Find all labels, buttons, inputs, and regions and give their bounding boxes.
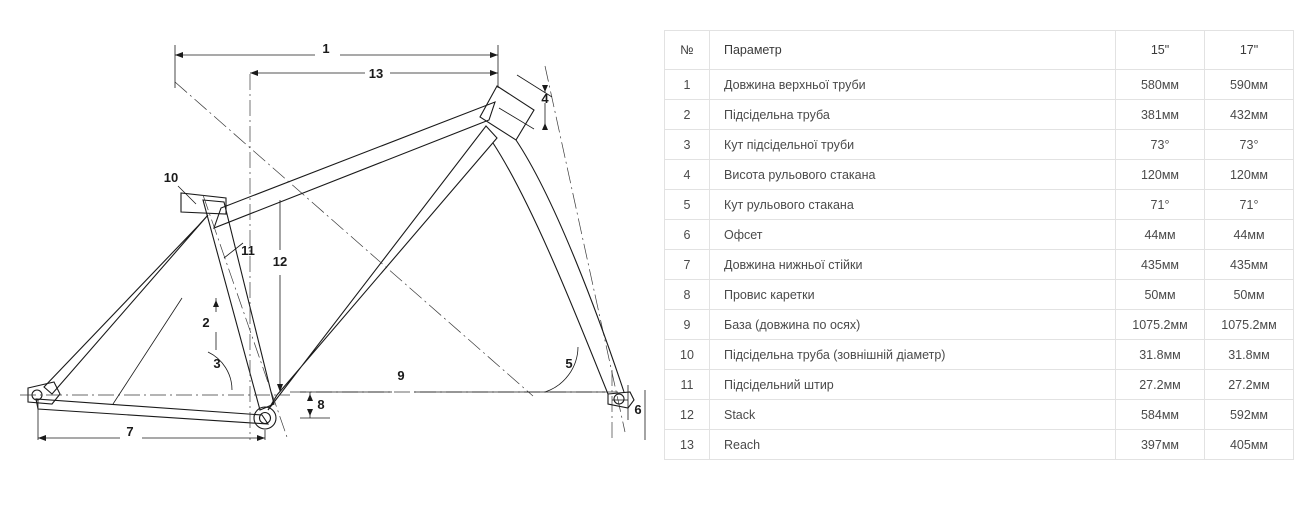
cell-number: 5 [665, 190, 710, 220]
cell-parameter: Кут підсідельної труби [710, 130, 1116, 160]
table-row [665, 280, 1294, 310]
dim-1-arrow-right [490, 52, 498, 58]
table-row [665, 190, 1294, 220]
cell-parameter: Висота рульового стакана [710, 160, 1116, 190]
dim-13-arrow-right [490, 70, 498, 76]
callout-5: 5 [565, 356, 573, 371]
table-row [665, 400, 1294, 430]
cell-number: 11 [665, 370, 710, 400]
seat-tube [203, 200, 274, 410]
table-row [665, 340, 1294, 370]
cell-parameter: Підсідельна труба (зовнішній діаметр) [710, 340, 1116, 370]
cell-number: 2 [665, 100, 710, 130]
down-tube [268, 126, 497, 410]
cell-size-15: 435мм [1116, 250, 1205, 280]
bottom-bracket-shell [254, 407, 276, 429]
cell-size-17: 71° [1205, 190, 1294, 220]
table-row [665, 220, 1294, 250]
callout-12: 12 [272, 254, 288, 269]
dim-8-arrow-up [307, 394, 313, 401]
callout-1: 1 [322, 41, 330, 56]
dim-1-arrow-left [175, 52, 183, 58]
cell-number: 13 [665, 430, 710, 460]
chain-stay [36, 399, 268, 424]
cell-size-15: 120мм [1116, 160, 1205, 190]
callout-7: 7 [126, 424, 134, 439]
cell-size-17: 590мм [1205, 70, 1294, 100]
table-row [665, 250, 1294, 280]
callout-8: 8 [317, 397, 325, 412]
table-header-row [665, 31, 1294, 70]
callout-9: 9 [397, 368, 405, 383]
cell-size-17: 432мм [1205, 100, 1294, 130]
cell-size-15: 44мм [1116, 220, 1205, 250]
cell-size-17: 44мм [1205, 220, 1294, 250]
cell-number: 12 [665, 400, 710, 430]
fork-leg-inner [493, 143, 608, 394]
fork-group [493, 140, 634, 408]
dimension-lines [38, 45, 645, 441]
cell-number: 6 [665, 220, 710, 250]
cell-size-15: 71° [1116, 190, 1205, 220]
cell-size-15: 584мм [1116, 400, 1205, 430]
cell-size-17: 592мм [1205, 400, 1294, 430]
top-tube-axis [175, 82, 533, 396]
cell-size-17: 405мм [1205, 430, 1294, 460]
cell-size-17: 1075.2мм [1205, 310, 1294, 340]
front-axle [614, 394, 624, 404]
dim-7-arrow-right [257, 435, 265, 441]
callout-10: 10 [163, 170, 179, 185]
table-row [665, 160, 1294, 190]
header-parameter: Параметр [710, 31, 1116, 70]
cell-parameter: Підсідельна труба [710, 100, 1116, 130]
top-tube [214, 102, 495, 228]
seat-stay [44, 215, 208, 394]
callout-13: 13 [368, 66, 384, 81]
table-row [665, 310, 1294, 340]
cell-size-15: 580мм [1116, 70, 1205, 100]
bottom-bracket-axle [260, 413, 271, 424]
cell-number: 3 [665, 130, 710, 160]
callout-3: 3 [213, 356, 221, 371]
dim-8-arrow-down [307, 409, 313, 416]
cell-size-15: 31.8мм [1116, 340, 1205, 370]
callout-labels [126, 41, 641, 439]
callout-11: 11 [241, 243, 255, 258]
table-row [665, 130, 1294, 160]
cell-size-15: 27.2мм [1116, 370, 1205, 400]
cell-parameter: Довжина верхньої труби [710, 70, 1116, 100]
callout-2: 2 [202, 315, 210, 330]
cell-parameter: Провис каретки [710, 280, 1116, 310]
table-row [665, 100, 1294, 130]
cell-size-17: 27.2мм [1205, 370, 1294, 400]
cell-number: 9 [665, 310, 710, 340]
dim-7-arrow-left [38, 435, 46, 441]
cell-size-15: 73° [1116, 130, 1205, 160]
cell-number: 10 [665, 340, 710, 370]
dim-5-arc [545, 347, 578, 392]
construction-lines [20, 66, 625, 440]
cell-size-17: 73° [1205, 130, 1294, 160]
header-size-15: 15" [1116, 31, 1205, 70]
cell-number: 4 [665, 160, 710, 190]
cell-number: 1 [665, 70, 710, 100]
seat-tube-axis [203, 195, 288, 440]
table-row [665, 430, 1294, 460]
cell-parameter: Офсет [710, 220, 1116, 250]
cell-size-15: 1075.2мм [1116, 310, 1205, 340]
cell-number: 7 [665, 250, 710, 280]
dim-2-arrow-up [213, 300, 219, 307]
geometry-table [664, 30, 1294, 460]
cell-size-17: 50мм [1205, 280, 1294, 310]
cell-size-15: 397мм [1116, 430, 1205, 460]
cell-size-17: 120мм [1205, 160, 1294, 190]
cell-parameter: Довжина нижньої стійки [710, 250, 1116, 280]
cell-parameter: Reach [710, 430, 1116, 460]
cell-size-17: 435мм [1205, 250, 1294, 280]
cell-size-15: 50мм [1116, 280, 1205, 310]
cell-parameter: Кут рульового стакана [710, 190, 1116, 220]
head-tube-axis [545, 66, 625, 432]
table-row [665, 70, 1294, 100]
cell-number: 8 [665, 280, 710, 310]
dim-13-arrow-left [250, 70, 258, 76]
cell-size-15: 381мм [1116, 100, 1205, 130]
callout-4: 4 [541, 91, 549, 106]
cell-parameter: Підсідельний штир [710, 370, 1116, 400]
header-size-17: 17" [1205, 31, 1294, 70]
stay-bridge [113, 298, 182, 404]
callout-6: 6 [634, 402, 642, 417]
cell-size-17: 31.8мм [1205, 340, 1294, 370]
dim-4-arrow-bottom [542, 123, 548, 130]
table-header [665, 31, 1294, 70]
table-row [665, 370, 1294, 400]
cell-parameter: Stack [710, 400, 1116, 430]
table-body [665, 70, 1294, 460]
cell-parameter: База (довжина по осях) [710, 310, 1116, 340]
header-number: № [665, 31, 710, 70]
